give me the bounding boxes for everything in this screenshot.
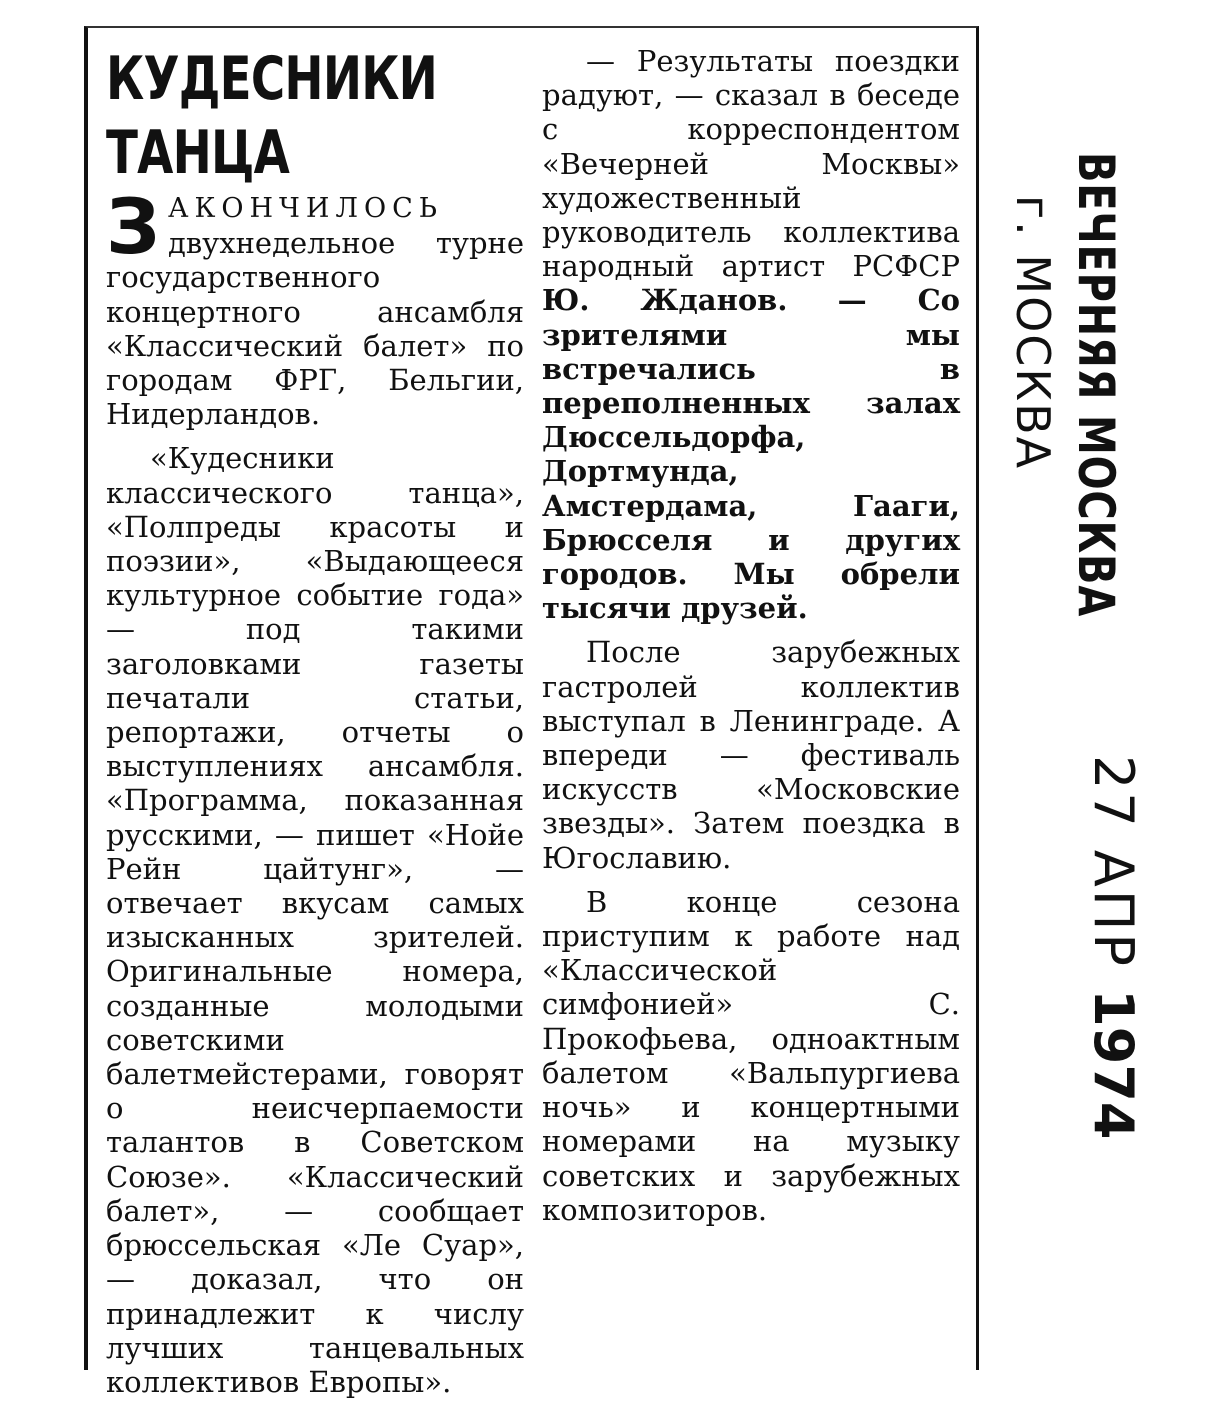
director-quote-text: — Со зрителями мы встречались в переполненных залах Дюссельдорфа, Дортмунда, Амстердама, Гааги, Брюсселя и других городов. Мы обрели тысячи друзей.	[542, 283, 960, 626]
director-name: Ю. Жданов.	[542, 283, 788, 318]
stamp-date-year: 1974	[1082, 989, 1145, 1140]
lead-paragraph-text: двухнедельное турне государственного концертного ансамбля «Классический балет» по городам ФРГ, Бельгии, Нидерландов.	[106, 226, 524, 432]
headline-line-2: ТАНЦА	[106, 118, 290, 188]
lead-start-word: АКОНЧИЛОСЬ	[168, 193, 443, 224]
drop-cap: З	[106, 182, 160, 271]
headline-line-1: КУДЕСНИКИ	[106, 44, 438, 114]
paragraph-director-quote	[542, 44, 960, 625]
stamp-date-month: АПР	[1082, 849, 1145, 969]
article-text-right	[542, 44, 960, 1227]
article-text-left	[106, 182, 524, 1399]
headline	[106, 42, 438, 190]
article-column-left	[106, 28, 524, 1409]
stamp-date-day: 27	[1082, 755, 1145, 830]
paragraph-after-tour: После зарубежных гастролей коллектив выступал в Ленинграде. А впереди — фестиваль искусств «Московские звезды». Затем поездка в Югославию.	[542, 635, 960, 875]
article-column-right	[542, 28, 960, 1237]
stamp-newspaper-name: ВЕЧЕРНЯЯ МОСКВА	[1067, 152, 1125, 618]
stamp-city: г. МОСКВА	[1006, 195, 1060, 471]
paragraph-season-plans: В конце сезона приступим к работе над «Классической симфонией» С. Прокофьева, одноактным балетом «Вальпургиева ночь» и концертными номерами на музыку советских и зарубежных композиторов.	[542, 884, 960, 1227]
stamp-date	[1082, 755, 1145, 1139]
director-quote-intro: — Результаты поездки радуют, — сказал в беседе с корреспондентом «Вечерней Москвы» художественный руководитель коллектива народный артист РСФСР	[542, 44, 960, 284]
lead-paragraph	[106, 182, 524, 432]
newspaper-clipping	[84, 26, 979, 1399]
paragraph-press-quotes: «Кудесники классического танца», «Полпреды красоты и поэзии», «Выдающееся культурное событие года» — под такими заголовками газеты печатали статьи, репортажи, отчеты о выступлениях ансамбля. «Программа, показанная русскими, — пишет «Нойе Рейн цайтунг», — отвечает вкусам самых изысканных зрителей. Оригинальные номера, созданные молодыми советскими балетмейстерами, говорят о неисчерпаемости талантов в Советском Союзе». «Классический балет», — сообщает брюссельская «Ле Суар», — доказал, что он принадлежит к числу лучших танцевальных коллективов Европы».	[106, 441, 524, 1399]
